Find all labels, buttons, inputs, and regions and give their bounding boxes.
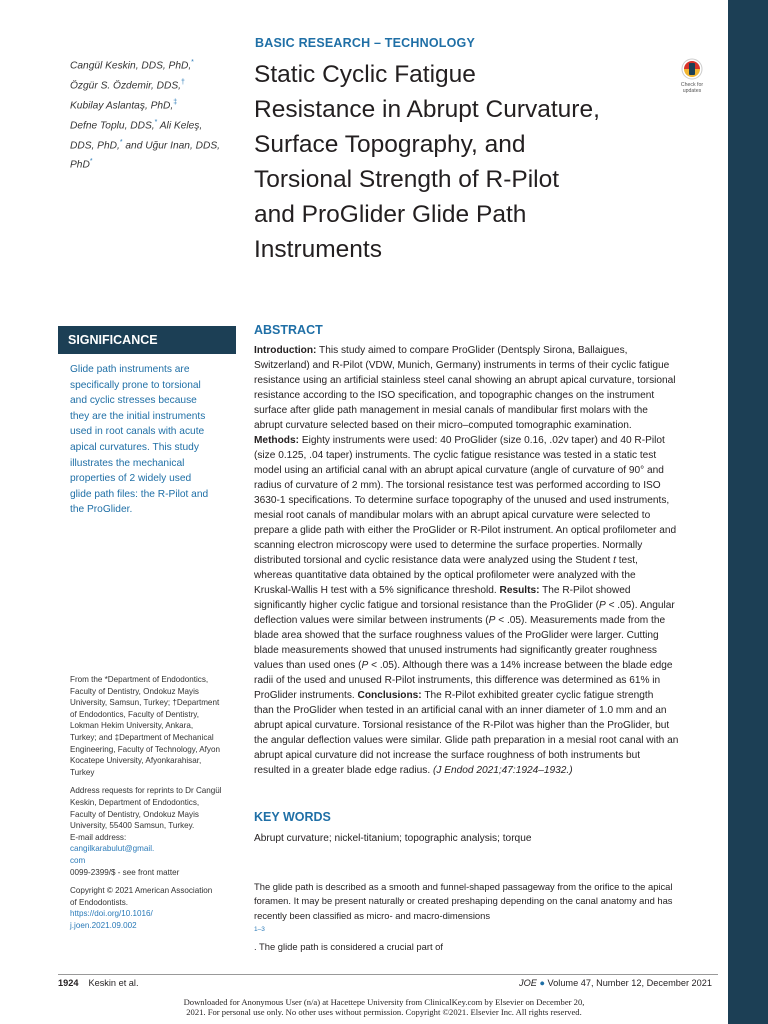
author-name: Cangül Keskin, DDS, PhD, xyxy=(70,60,192,72)
abstract-line: prepare a glide path with either the ProGlider or R-Pilot instrument. An optical profilometer and xyxy=(254,525,677,536)
body-text xyxy=(254,880,716,954)
author-name: and Uğur Inan, DDS, xyxy=(122,139,220,151)
abstract-text: ProGlider instruments. xyxy=(254,690,358,701)
affiliation-marker[interactable]: * xyxy=(119,138,123,146)
abstract-line: than the ProGlider when tested in an artificial canal with an inner diameter of 1.0 mm and an xyxy=(254,705,667,716)
significance-line: the ProGlider. xyxy=(70,504,133,516)
author-name: Defne Toplu, DDS, xyxy=(70,120,155,132)
significance-line: they are the initial instruments xyxy=(70,410,206,422)
significance-line: and cyclic stresses because xyxy=(70,395,197,407)
significance-heading: SIGNIFICANCE xyxy=(58,326,236,354)
footer-divider xyxy=(58,974,718,975)
abstract-line: abrupt curvature selected based on their micro–computed tomographic examination. xyxy=(254,420,632,431)
reprint-line: Keskin, Department of Endodontics, xyxy=(70,797,200,807)
doi-link[interactable]: https://doi.org/10.1016/ xyxy=(70,909,153,919)
abstract-line: blade area showed that the surface roughness values of the ProGlider were larger. Cutting xyxy=(254,630,659,641)
abstract-text: The R-Pilot exhibited greater cyclic fatigue strength xyxy=(421,690,654,701)
title-line: Resistance in Abrupt Curvature, xyxy=(254,96,600,123)
affiliation-line: Lokman Hekim University, Ankara, xyxy=(70,721,194,731)
keywords-heading: KEY WORDS xyxy=(254,810,331,824)
significance-line: specifically prone to torsional xyxy=(70,379,201,391)
author-name: DDS, PhD, xyxy=(70,139,120,151)
author-name: Ali Keleş, xyxy=(157,120,203,132)
reference-link[interactable]: 1–3 xyxy=(254,926,265,934)
download-notice xyxy=(0,997,768,1017)
intro-label: Introduction: xyxy=(254,345,317,356)
abstract-text: values than used ones ( xyxy=(254,660,362,671)
affiliation-line: University, Samsun, Turkey; †Department xyxy=(70,698,220,708)
significance-line: apical curvatures. This study xyxy=(70,441,199,453)
issue-info: Volume 47, Number 12, December 2021 xyxy=(547,978,712,988)
abstract-line: scanning electron microscopy were used to determine the surface properties. Normally xyxy=(254,540,643,551)
significance-line: used in root canals with acute xyxy=(70,426,205,438)
email-link-continued[interactable]: com xyxy=(70,855,86,865)
author-list xyxy=(70,55,250,174)
abstract-line: (size 0.125, .04 taper) instruments. The cyclic fatigue resistance was tested in a static test xyxy=(254,450,657,461)
affiliation-block xyxy=(70,674,255,938)
abstract-line: mesial root canals of mandibular molars with an abrupt apical curvature were selected to xyxy=(254,510,651,521)
title-line: and ProGlider Glide Path xyxy=(254,201,527,228)
abstract-italic: P xyxy=(361,660,369,671)
email-link[interactable]: cangilkarabulut@gmail. xyxy=(70,844,155,854)
abstract-line: resistance using an artificial stainless steel canal showing an abrupt apical curvature, torsional xyxy=(254,375,676,386)
author-name: Kubilay Aslantaş, PhD, xyxy=(70,100,174,112)
body-text-segment: . The glide path is considered a crucial part of xyxy=(254,940,443,952)
email-label: E-mail address: xyxy=(70,832,127,842)
download-line: Downloaded for Anonymous User (n/a) at Hacettepe University from ClinicalKey.com by Elsevier on December 20, xyxy=(183,997,585,1007)
footer-right xyxy=(519,978,712,988)
abstract-body xyxy=(254,343,716,778)
affiliation-marker[interactable]: * xyxy=(154,118,158,126)
affiliation-line: Engineering, Faculty of Technology, Afyon xyxy=(70,744,220,754)
abstract-text: < .05). Although there was a 14% increase between the blade edge xyxy=(368,660,673,671)
check-for-updates-text: updates xyxy=(682,88,702,94)
abstract-line: 3630-1 specifications. To determine surface topography of the unused and used instruments, xyxy=(254,495,670,506)
page-edge-bar xyxy=(728,0,768,1024)
abstract-heading: ABSTRACT xyxy=(254,323,323,337)
bullet-icon: ● xyxy=(539,978,545,988)
body-line: The glide path is described as a smooth and funnel-shaped passageway from the orifice to the apical xyxy=(254,881,673,892)
abstract-line: abrupt apical curvature. Torsional resistance of the R-Pilot was higher than the ProGlider, but xyxy=(254,720,670,731)
abstract-line: abrupt apical curvature did not increase the surface roughness of both instruments but xyxy=(254,750,641,761)
title-line: Static Cyclic Fatigue xyxy=(254,61,476,88)
affiliation-marker[interactable]: ‡ xyxy=(173,98,178,106)
abstract-line: the angular deflection values were similar. Glide path preparation in a mesial root canal with an xyxy=(254,735,679,746)
abstract-text: Eighty instruments were used: 40 ProGlider (size 0.16, .02v taper) and 40 R-Pilot xyxy=(299,435,665,446)
affiliation-line: Kocatepe University, Afyonkarahisar, xyxy=(70,756,202,766)
abstract-italic: t xyxy=(613,555,616,566)
author-name: PhD xyxy=(70,159,90,171)
abstract-italic: P xyxy=(599,600,606,611)
significance-line: properties of 2 widely used xyxy=(70,473,192,485)
abstract-line: Switzerland) and R-Pilot (VDW, Munich, Germany) instruments in terms of their cyclic fatigue xyxy=(254,360,670,371)
reprint-line: Faculty of Dentistry, Ondokuz Mayis xyxy=(70,809,199,819)
footer-left xyxy=(58,978,139,988)
abstract-line: surface after glide path management in mesial canals of mandibular first molars with the xyxy=(254,405,648,416)
significance-line: glide path files: the R-Pilot and xyxy=(70,488,209,500)
abstract-line: model using an artificial canal with an abrupt apical curvature (angle of curvature of 90° and xyxy=(254,465,664,476)
body-text-segment: recently been classified as micro- and macro-dimensions xyxy=(254,909,491,921)
check-for-updates-text: Check for xyxy=(680,82,704,88)
check-for-updates-label xyxy=(672,82,712,94)
affiliation-marker[interactable]: † xyxy=(180,78,185,86)
copyright-line: of Endodontists. xyxy=(70,897,129,907)
journal-name: JOE xyxy=(518,978,537,988)
abstract-line: blade measurements showed that unused instruments had significantly greater roughness xyxy=(254,645,657,656)
copyright-line: Copyright © 2021 American Association xyxy=(70,886,213,896)
abstract-italic: P xyxy=(488,615,496,626)
abstract-line: radii of the used and unused R-Pilot instruments, this difference was determined as 61% in xyxy=(254,675,661,686)
affiliation-line: From the *Department of Endodontics, xyxy=(70,675,209,684)
citation: (J Endod 2021;47:1924–1932.) xyxy=(433,765,573,776)
conclusions-label: Conclusions: xyxy=(357,690,422,701)
abstract-line: resistance according to the ISO specification, and topographic changes on the instrument xyxy=(254,390,655,401)
doi-link-continued[interactable]: j.joen.2021.09.002 xyxy=(70,920,137,930)
abstract-text: Kruskal-Wallis H test with a 5% significance threshold. xyxy=(254,585,500,596)
abstract-text: < .05). Angular xyxy=(605,600,675,611)
page-number: 1924 xyxy=(58,978,79,988)
abstract-line: whereas quantitative data obtained by the optical profilometer were analyzed with the xyxy=(254,570,636,581)
affiliation-line: of Endodontics, Faculty of Dentistry, xyxy=(70,709,199,719)
abstract-text: < .05). Measurements made from the xyxy=(495,615,666,626)
article-title xyxy=(254,57,684,267)
abstract-line: radius of curvature of 2 mm). The torsional resistance test was performed according to ISO xyxy=(254,480,661,491)
download-line: 2021. For personal use only. No other uses without permission. Copyright ©2021. Elsevier Inc. All rights reserved. xyxy=(186,1007,582,1017)
title-line: Instruments xyxy=(254,236,382,263)
affiliation-line: Turkey xyxy=(70,767,95,777)
keywords-text: Abrupt curvature; nickel-titanium; topographic analysis; torque xyxy=(254,833,532,844)
reprint-line: Address requests for reprints to Dr Cangül xyxy=(70,786,222,796)
results-label: Results: xyxy=(499,585,540,596)
affiliation-marker[interactable]: * xyxy=(89,158,93,166)
affiliation-line: Turkey; and ‡Department of Mechanical xyxy=(70,732,214,742)
affiliation-marker[interactable]: * xyxy=(191,59,194,66)
running-author: Keskin et al. xyxy=(88,978,139,988)
affiliation-line: Faculty of Dentistry, Ondokuz Mayis xyxy=(70,686,199,696)
abstract-text: distributed torsional and cyclic resistance data were analyzed using the Student xyxy=(254,555,614,566)
abstract-text: test, xyxy=(615,555,638,566)
abstract-text: resulted in a greater blade edge radius. xyxy=(254,765,433,776)
issn-line: 0099-2399/$ - see front matter xyxy=(70,867,180,877)
title-line: Surface Topography, and xyxy=(254,131,526,158)
significance-line: Glide path instruments are xyxy=(70,364,190,375)
abstract-text: deflection values were similar between instruments ( xyxy=(254,615,489,626)
body-line: foramen. It may be present naturally or created preshaping depending on the canal anatomy and has xyxy=(254,895,673,907)
title-line: Torsional Strength of R-Pilot xyxy=(254,166,560,193)
author-name: Özgür S. Özdemir, DDS, xyxy=(70,80,181,92)
reprint-line: University, 55400 Samsun, Turkey. xyxy=(70,821,195,831)
significance-text xyxy=(70,362,238,518)
abstract-text: This study aimed to compare ProGlider (Dentsply Sirona, Ballaigues, xyxy=(316,345,628,356)
significance-line: illustrates the mechanical xyxy=(70,457,185,469)
abstract-text: The R-Pilot showed xyxy=(539,585,631,596)
section-label: BASIC RESEARCH – TECHNOLOGY xyxy=(255,36,476,50)
methods-label: Methods: xyxy=(254,435,299,446)
abstract-text: significantly higher cyclic fatigue and torsional resistance than the ProGlider ( xyxy=(254,600,599,611)
